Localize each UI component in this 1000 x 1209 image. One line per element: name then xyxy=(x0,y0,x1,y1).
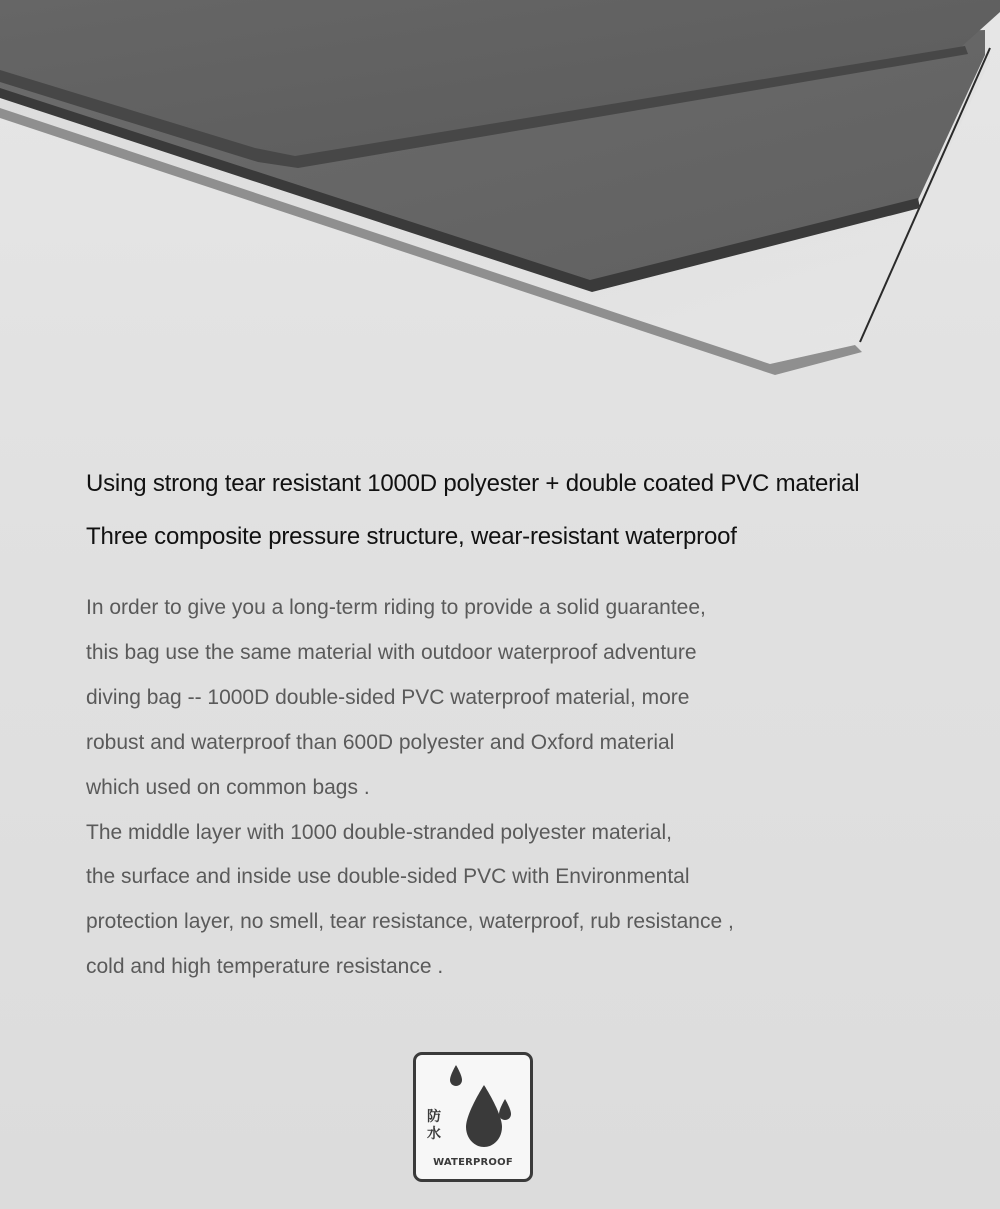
description-text xyxy=(86,586,734,990)
headline-structure: Three composite pressure structure, wear-resistant waterproof xyxy=(86,523,737,550)
description-line: cold and high temperature resistance . xyxy=(86,955,444,979)
badge-english-label: WATERPROOF xyxy=(433,1157,513,1168)
badge-chinese-label: 防 水 xyxy=(427,1109,441,1142)
description-line: robust and waterproof than 600D polyester and Oxford material xyxy=(86,730,675,754)
description-line: this bag use the same material with outdoor waterproof adventure xyxy=(86,640,697,664)
headline-material: Using strong tear resistant 1000D polyester + double coated PVC material xyxy=(86,470,860,497)
description-line: which used on common bags . xyxy=(86,775,370,799)
waterproof-badge xyxy=(413,1052,533,1182)
material-layers-illustration xyxy=(0,0,1000,420)
description-line: diving bag -- 1000D double-sided PVC waterproof material, more xyxy=(86,685,690,709)
description-line: protection layer, no smell, tear resistance, waterproof, rub resistance , xyxy=(86,910,734,934)
description-line: The middle layer with 1000 double-stranded polyester material, xyxy=(86,820,672,844)
description-line: In order to give you a long-term riding to provide a solid guarantee, xyxy=(86,596,706,619)
description-line: the surface and inside use double-sided PVC with Environmental xyxy=(86,865,690,889)
